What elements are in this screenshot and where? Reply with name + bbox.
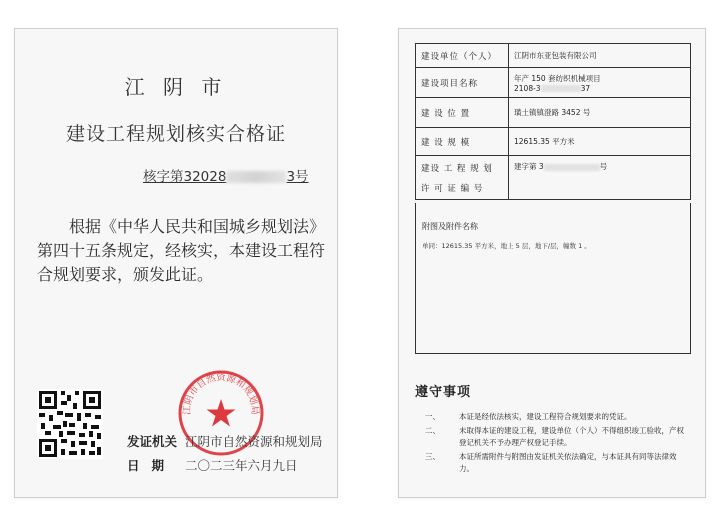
- row-key: 建 设 规 模: [416, 128, 509, 156]
- row-value: [509, 68, 691, 98]
- table-row: [416, 68, 691, 98]
- project-code-prefix: 2108-3: [514, 83, 541, 93]
- issue-date: 二〇二三年六月九日: [185, 458, 298, 473]
- attachments-box: [415, 203, 691, 354]
- certificate-number-prefix: 核字第32028: [143, 169, 227, 185]
- issuer-value: 江阴市自然资源和规划局: [185, 434, 323, 449]
- certificate-front: [14, 28, 338, 498]
- issuer-label: 发证机关: [127, 434, 178, 449]
- project-code: [514, 84, 685, 93]
- notice-number: 三、: [425, 452, 440, 461]
- city-heading: 江 阴 市: [124, 75, 228, 99]
- notice-text: 本证是经依法核实，建设工程符合规划要求的凭证。: [459, 412, 632, 421]
- certificate-title: 建设工程规划核实合格证: [65, 123, 286, 145]
- table-row: [416, 128, 691, 156]
- permit-number-prefix: 建字第 3: [514, 162, 544, 171]
- redaction-mask: [226, 171, 286, 183]
- row-key: 建设单位（个人）: [416, 44, 509, 68]
- row-key-line: 建设 工 程 规 划: [421, 163, 493, 174]
- table-row: [416, 44, 691, 68]
- notice-number: 一、: [425, 412, 440, 421]
- notice-item: [425, 451, 687, 475]
- certificate-body: [37, 215, 327, 287]
- certificate-back: [398, 28, 706, 498]
- project-name: 年产 150 套纺织机械项目: [514, 73, 601, 83]
- notice-text: 未取得本证的建设工程，建设单位（个人）不得组织竣工验收，产权登记机关不予办理产权登记手续。: [459, 426, 684, 447]
- notice-number: 二、: [425, 426, 440, 435]
- certificate-number-suffix: 3号: [286, 169, 309, 185]
- row-value: 12615.35 平方米: [509, 128, 691, 156]
- row-key-line: 许 可 证 编 号: [421, 183, 484, 194]
- seal-text: 江阴市自然资源和规划局: [181, 372, 261, 416]
- row-value: 江阴市东亚包装有限公司: [509, 44, 691, 68]
- row-key: [416, 156, 509, 200]
- notice-text: 本证所需附件与附图由发证机关依法确定，与本证具有同等法律效力。: [459, 452, 677, 473]
- redaction-mask: [541, 85, 581, 92]
- date-label: 日期: [127, 458, 177, 473]
- project-code-suffix: 37: [580, 83, 591, 93]
- notice-item: [425, 425, 687, 449]
- project-info-table: [415, 43, 691, 200]
- attachments-text: 单同：12615.35 平方米，地上 5 层，地下/层，幢数 1 。: [422, 242, 591, 250]
- notice-title: 遵守事项: [415, 385, 472, 400]
- row-key: 建设项目名称: [416, 68, 509, 98]
- row-value: [509, 156, 691, 200]
- attachments-title: 附图及附件名称: [422, 222, 478, 231]
- row-value: 璜土镇镇澄路 3452 号: [509, 98, 691, 128]
- redaction-mask: [544, 164, 600, 171]
- permit-number-suffix: 号: [599, 162, 608, 171]
- table-row: [416, 98, 691, 128]
- table-row: [416, 156, 691, 200]
- notice-item: [425, 411, 687, 423]
- certificate-number: [143, 165, 309, 185]
- qr-code-icon: [37, 389, 103, 459]
- certificate-body-text: 根据《中华人民共和国城乡规划法》第四十五条规定，经核实，本建设工程符合规划要求，颁发此证。: [37, 217, 326, 284]
- row-key: 建 设 位 置: [416, 98, 509, 128]
